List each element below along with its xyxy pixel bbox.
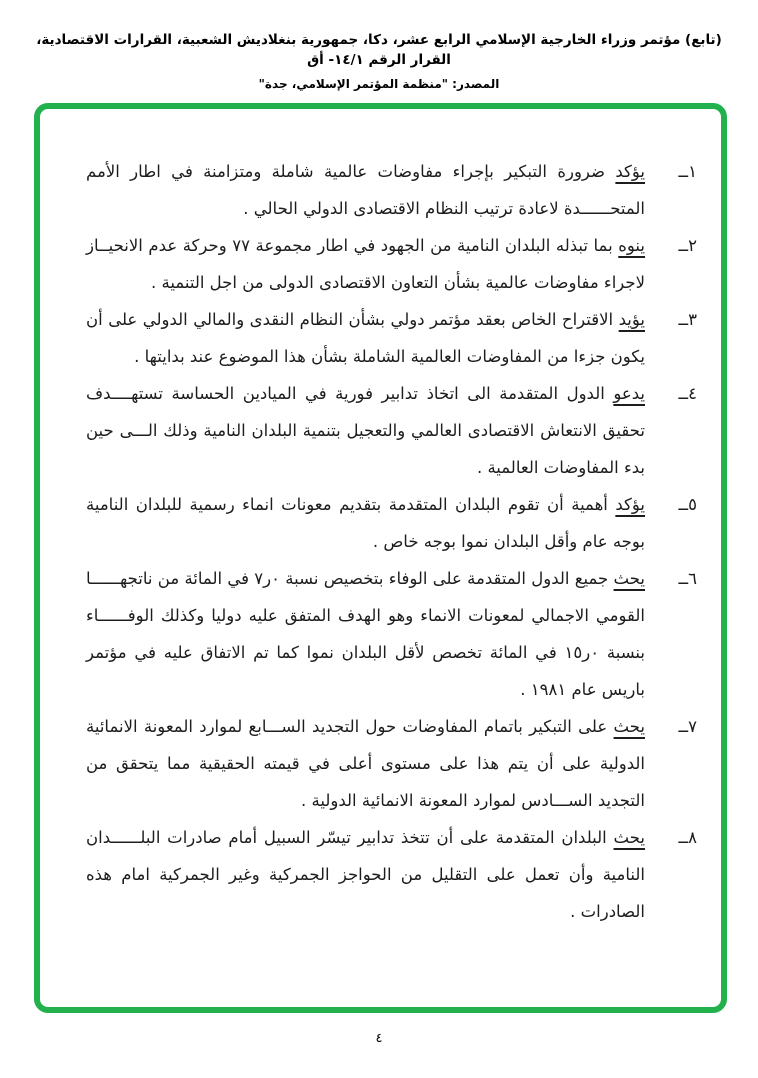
item-lead-word: يؤكد [615, 162, 646, 181]
item-number: ٦ــ [678, 569, 697, 588]
item-lead-word: ينوه [618, 236, 645, 255]
green-border-frame [34, 103, 727, 1013]
item-number: ١ــ [678, 162, 697, 181]
item-number: ٢ــ [678, 236, 697, 255]
item-text [86, 560, 645, 708]
item-text [86, 227, 645, 301]
item-lead-word: يؤكد [615, 495, 646, 514]
item-number: ٣ــ [678, 310, 697, 329]
resolution-item-3 [86, 301, 697, 375]
item-clause: البلدان المتقدمة على أن تتخذ تدابير تيسّر السبيل أمام صادرات البلــــــدان النامية وأن تعمل على التقليل من الحواجز الجمركية وغير الجمركية امام هذه الصادرات . [86, 828, 645, 921]
header-source: المصدر: "منظمة المؤتمر الإسلامي، جدة" [258, 76, 500, 91]
item-lead-word: يحث [613, 569, 645, 588]
header-title: (تابع) مؤتمر وزراء الخارجية الإسلامي الرابع عشر، دكا، جمهورية بنغلاديش الشعبية، القرارات الاقتصادية، القرار الرقم ١٤/١- أق [36, 32, 722, 69]
item-number: ٤ــ [678, 384, 697, 403]
item-number: ٥ــ [678, 495, 697, 514]
item-clause: الاقتراح الخاص بعقد مؤتمر دولي بشأن النظام النقدى والمالي الدولي على أن يكون جزءا من المفاوضات العالمية الشاملة بشأن هذا الموضوع عند بدايتها . [86, 310, 645, 366]
item-text [86, 819, 645, 930]
resolution-item-2 [86, 227, 697, 301]
item-clause: جميع الدول المتقدمة على الوفاء بتخصيص نسبة ٠ر٧ في المائة من ناتجهــــــا القومي الاجمالي لمعونات الانماء وهو الهدف المتفق عليه دوليا وكذلك الوفــــــاء بنسبة ٠ر١٥ في المائة تخصص لأقل البلدان نموا كما تم الاتفاق عليه في مؤتمر باريس عام ١٩٨١ . [86, 569, 645, 699]
resolution-body [40, 109, 721, 930]
item-clause: بما تبذله البلدان النامية من الجهود في اطار مجموعة ٧٧ وحركة عدم الانحيــاز لاجراء مفاوضات عالمية بشأن التعاون الاقتصادى الدولى من اجل التنمية . [86, 236, 645, 292]
page-number: ٤ [375, 1031, 383, 1046]
resolution-item-8 [86, 819, 697, 930]
item-lead-word: يؤيد [618, 310, 645, 329]
item-number: ٨ــ [678, 828, 697, 847]
item-clause: الدول المتقدمة الى اتخاذ تدابير فورية في الميادين الحساسة تستهــــدف تحقيق الانتعاش الاقتصادى العالمي والتعجيل بتنمية البلدان النامية وذلك الـــى حين بدء المفاوضات العالمية . [86, 384, 645, 477]
item-text [86, 301, 645, 375]
resolution-item-6 [86, 560, 697, 708]
item-text [86, 708, 645, 819]
item-text [86, 486, 645, 560]
resolution-item-4 [86, 375, 697, 486]
resolution-item-5 [86, 486, 697, 560]
item-number: ٧ــ [678, 717, 697, 736]
item-text [86, 153, 645, 227]
resolution-item-1 [86, 153, 697, 227]
document-header [0, 30, 758, 91]
item-text [86, 375, 645, 486]
item-lead-word: يدعو [613, 384, 645, 403]
item-clause: أهمية أن تقوم البلدان المتقدمة بتقديم معونات انماء رسمية للبلدان النامية بوجه عام وأقل البلدان نموا بوجه خاص . [86, 495, 645, 551]
resolution-item-7 [86, 708, 697, 819]
item-clause: على التبكير باتمام المفاوضات حول التجديد الســـابع لموارد المعونة الانمائية الدولية على أن يتم هذا على مستوى أعلى في قيمته الحقيقية مما يتحقق من التجديد الســـادس لموارد المعونة الانمائية الدولية . [86, 717, 645, 810]
item-lead-word: يحث [613, 828, 645, 847]
item-clause: ضرورة التبكير بإجراء مفاوضات عالمية شاملة ومتزامنة في اطار الأمم المتحــــــدة لاعادة ترتيب النظام الاقتصادى الدولي الحالي . [86, 162, 645, 218]
item-lead-word: يحث [613, 717, 645, 736]
